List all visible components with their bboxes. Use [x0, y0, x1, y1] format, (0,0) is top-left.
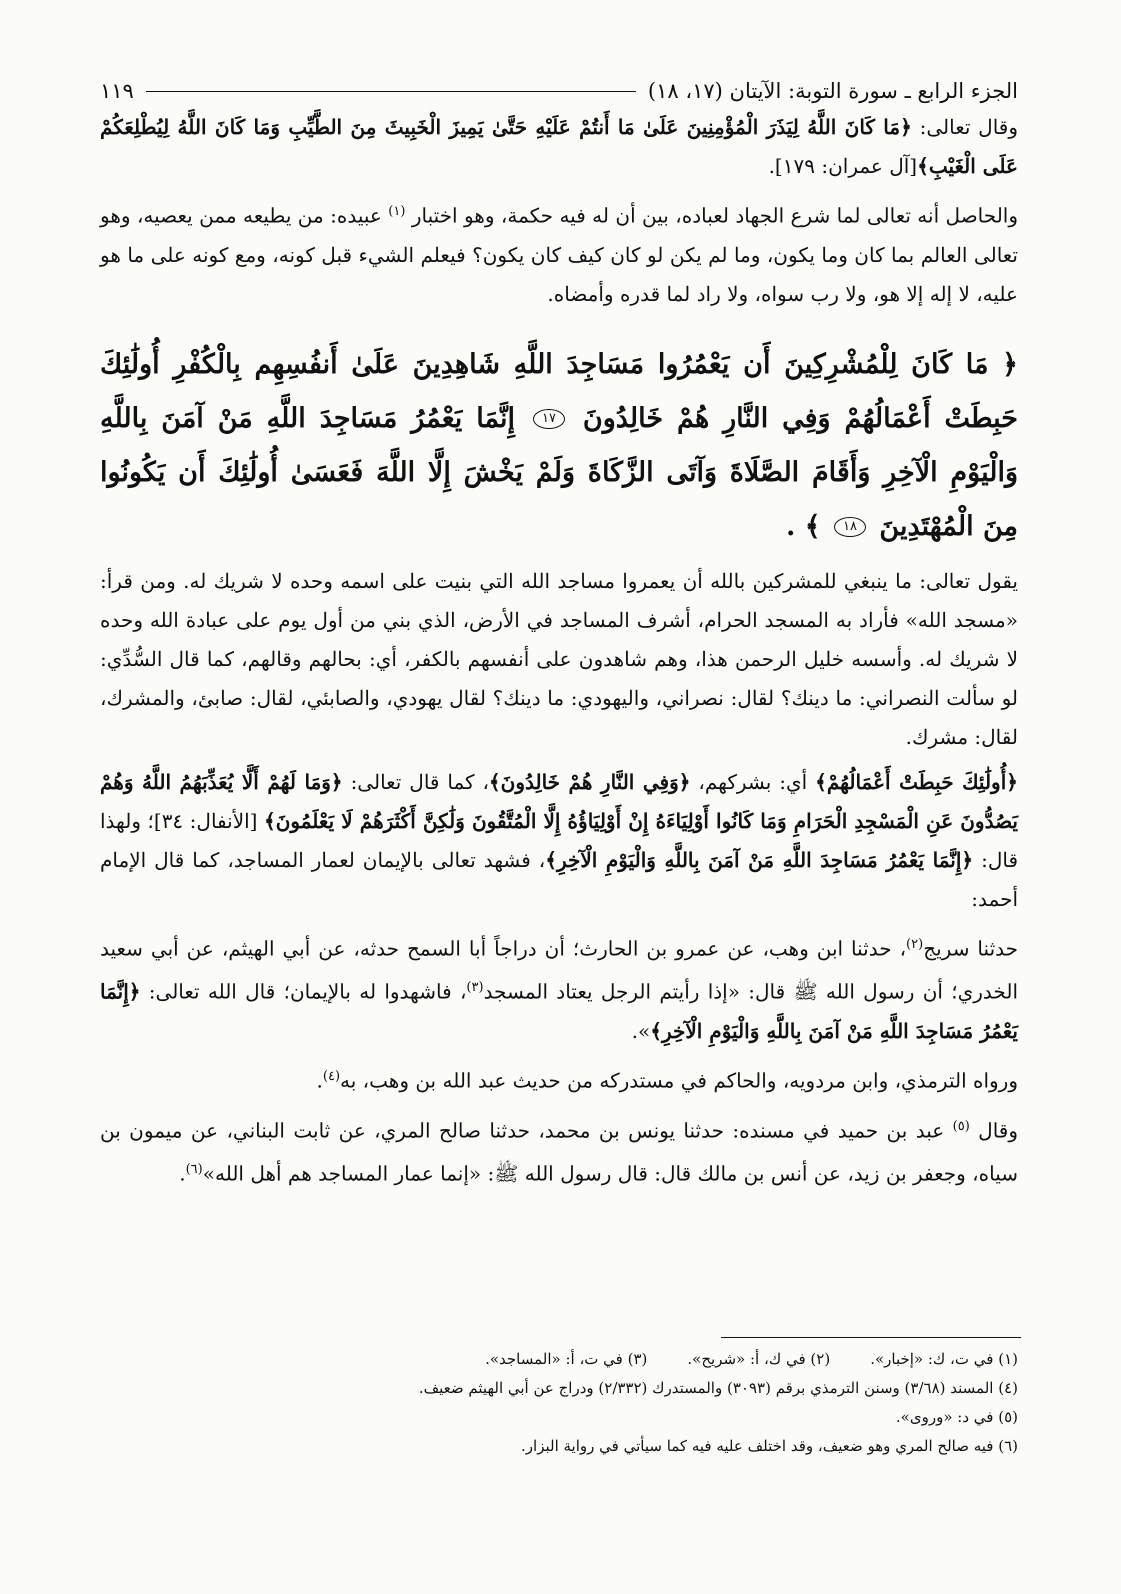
p4-text: [الأنفال: ٣٤]؛ ولهذا قال: — [100, 808, 1019, 872]
quran-quote: ﴿مَا كَانَ اللَّهُ لِيَذَرَ الْمُؤْمِنِينَ عَلَىٰ مَا أَنتُمْ عَلَيْهِ حَتَّىٰ يَمِيزَ الْخَبِيثَ مِنَ الطَّيِّبِ وَمَا كَانَ اللَّهُ لِيُطْلِعَكُمْ عَلَى الْغَيْبِ﴾ — [100, 115, 1018, 178]
footnote-4: (٤) المسند (٣/٦٨) وسنن الترمذي برقم (٣٠٩٣) والمستدرك (٢/٣٣٢) ودراج عن أبي الهيثم ضعيف. — [418, 1379, 1018, 1397]
quran-quote: ﴿وَمَا لَهُمْ أَلَّا يُعَذِّبَهُمُ اللَّهُ وَهُمْ يَصُدُّونَ عَنِ الْمَسْجِدِ الْحَرَامِ وَمَا كَانُوا أَوْلِيَاءَهُ إِنْ أَوْلِيَاؤُهُ إِلَّا الْمُتَّقُونَ وَلَٰكِنَّ أَكْثَرَهُمْ لَا يَعْلَمُونَ﴾ — [100, 769, 1019, 833]
p2-text-b: عبيده: من يطيعه ممن يعصيه، وهو تعالى العالم بما كان وما يكون، وما لم يكن لو كان كيف كان يكون؟ فيعلم الشيء قبل كونه، ومع كونه على ما هو عليه، لا إله إلا هو، ولا رب سواه، ولا راد لما قدره وأمضاه. — [100, 203, 1018, 306]
p4-text: أي: بشركهم، — [690, 769, 816, 794]
ornate-bracket-open: ﴿ — [1002, 348, 1018, 380]
p5-text: ، فاشهدوا له بالإيمان؛ قال الله تعالى: — [140, 979, 467, 1004]
footnote-1: (١) في ت، ك: «إخبار». — [870, 1350, 1018, 1368]
footnote-2: (٢) في ك، أ: «شريح». — [687, 1350, 831, 1368]
quran-quote: ﴿وَفِي النَّارِ هُمْ خَالِدُونَ﴾ — [488, 769, 691, 794]
p7-text: عبد بن حميد في مسنده: حدثنا يونس بن محمد، حدثنا صالح المري، عن ثابت البناني، عن ميمون بن سياه، وجعفر بن زيد، عن أنس بن مالك قال: قال رسول الله ﷺ: «إنما عمار المساجد هم أهل الله» — [100, 1118, 1018, 1186]
ayah-number-17: ١٧ — [533, 409, 565, 429]
footnote-ref-3[interactable]: (٣) — [466, 980, 484, 996]
paragraph-2 — [100, 192, 1018, 314]
page-number: ١١٩ — [100, 79, 134, 103]
p5-text: حدثنا سريج — [923, 936, 1018, 961]
p6-end: . — [316, 1068, 323, 1093]
quran-quote: ﴿إِنَّمَا يَعْمُرُ مَسَاجِدَ اللَّهِ مَنْ آمَنَ بِاللَّهِ وَالْيَوْمِ الْآخِرِ﴾ — [545, 847, 974, 872]
quran-quote: ﴿أُولَٰئِكَ حَبِطَتْ أَعْمَالُهُمْ﴾ — [815, 769, 1018, 794]
p4-text: ، كما قال تعالى: — [342, 769, 489, 794]
p7-text: وقال — [978, 1118, 1019, 1143]
footnote-ref-5[interactable]: (٥) — [952, 1118, 970, 1134]
ayah-number-18: ١٨ — [834, 517, 866, 537]
p5-text: ، حدثنا ابن وهب، عن عمرو بن الحارث؛ أن دراجاً أبا السمح حدثه، عن أبي الهيثم، عن أبي سعيد الخدري؛ أن رسول الله ﷺ قال: «إذا رأيتم الرجل يعتاد المسجد — [100, 936, 1018, 1004]
footnote-ref-6[interactable]: (٦) — [185, 1162, 203, 1178]
p1-reference: [آل عمران: ١٧٩]. — [768, 154, 918, 178]
footnote-5: (٥) في د: «وروى». — [895, 1408, 1018, 1426]
paragraph-7 — [100, 1107, 1018, 1194]
paragraph-6 — [100, 1057, 1018, 1101]
quran-verses-block — [100, 338, 1018, 554]
footnote-3: (٣) في ت، أ: «المساجد». — [485, 1350, 648, 1368]
footnote-ref-1[interactable]: (١) — [388, 204, 406, 219]
p1-lead: وقال تعالى: — [919, 115, 1019, 139]
verse-18-text: إِنَّمَا يَعْمُرُ مَسَاجِدَ اللَّهِ مَنْ آمَنَ بِاللَّهِ وَالْيَوْمِ الْآخِرِ وَأَقَامَ الصَّلَاةَ وَآتَى الزَّكَاةَ وَلَمْ يَخْشَ إِلَّا اللَّهَ فَعَسَىٰ أُولَٰئِكَ أَن يَكُونُوا مِنَ الْمُهْتَدِينَ — [100, 402, 1018, 542]
p5-text: ». — [631, 1018, 651, 1043]
paragraph-5 — [100, 925, 1018, 1051]
footnote-ref-2[interactable]: (٢) — [906, 936, 924, 952]
paragraph-4 — [100, 763, 1018, 919]
page-content — [100, 74, 1018, 1194]
header-title: الجزء الرابع ـ سورة التوبة: الآيتان (١٧، ١٨) — [647, 79, 1018, 103]
p7-end: . — [179, 1161, 186, 1186]
header-rule — [146, 91, 636, 92]
footnote-separator — [721, 1337, 1021, 1338]
paragraph-3: يقول تعالى: ما ينبغي للمشركين بالله أن يعمروا مساجد الله التي بنيت على اسمه وحده لا شريك له. ومن قرأ: «مسجد الله» فأراد به المسجد الحرام، أشرف المساجد في الأرض، الذي بني من أول يوم على عبادة الله وحده لا شريك له. وأسسه خليل الرحمن هذا، وهم شاهدون على أنفسهم بالكفر، أي: بحالهم وقالهم، كما قال السُّدِّي: لو سألت النصراني: ما دينك؟ لقال: نصراني، واليهودي: ما دينك؟ لقال يهودي، والصابئي، لقال: صابئ، والمشرك، لقال: مشرك. — [100, 568, 1018, 749]
p4-text: ، فشهد تعالى بالإيمان لعمار المساجد، كما قال الإمام أحمد: — [100, 847, 1018, 911]
p6-text: ورواه الترمذي، وابن مردويه، والحاكم في مستدركه من حديث عبد الله بن وهب، به — [340, 1068, 1018, 1093]
p2-text-a: والحاصل أنه تعالى لما شرع الجهاد لعباده، بين أن له فيه حكمة، وهو اختبار — [411, 203, 1018, 228]
ornate-bracket-close: ﴾ . — [785, 510, 821, 542]
paragraph-1 — [100, 108, 1018, 186]
quran-quote: ﴿إِنَّمَا يَعْمُرُ مَسَاجِدَ اللَّهِ مَنْ آمَنَ بِاللَّهِ وَالْيَوْمِ الْآخِرِ﴾ — [100, 979, 1018, 1043]
footnotes — [100, 1345, 1018, 1461]
footnote-row — [100, 1345, 1018, 1374]
verse-17-text: مَا كَانَ لِلْمُشْرِكِينَ أَن يَعْمُرُوا مَسَاجِدَ اللَّهِ شَاهِدِينَ عَلَىٰ أَنفُسِهِم بِالْكُفْرِ أُولَٰئِكَ حَبِطَتْ أَعْمَالُهُمْ وَفِي النَّارِ هُمْ خَالِدُونَ — [100, 348, 1019, 434]
footnote-ref-4[interactable]: (٤) — [322, 1068, 341, 1084]
footnote-6: (٦) فيه صالح المري وهو ضعيف، وقد اختلف عليه فيه كما سيأتي في رواية البزار. — [521, 1437, 1018, 1455]
running-header — [100, 74, 1018, 108]
